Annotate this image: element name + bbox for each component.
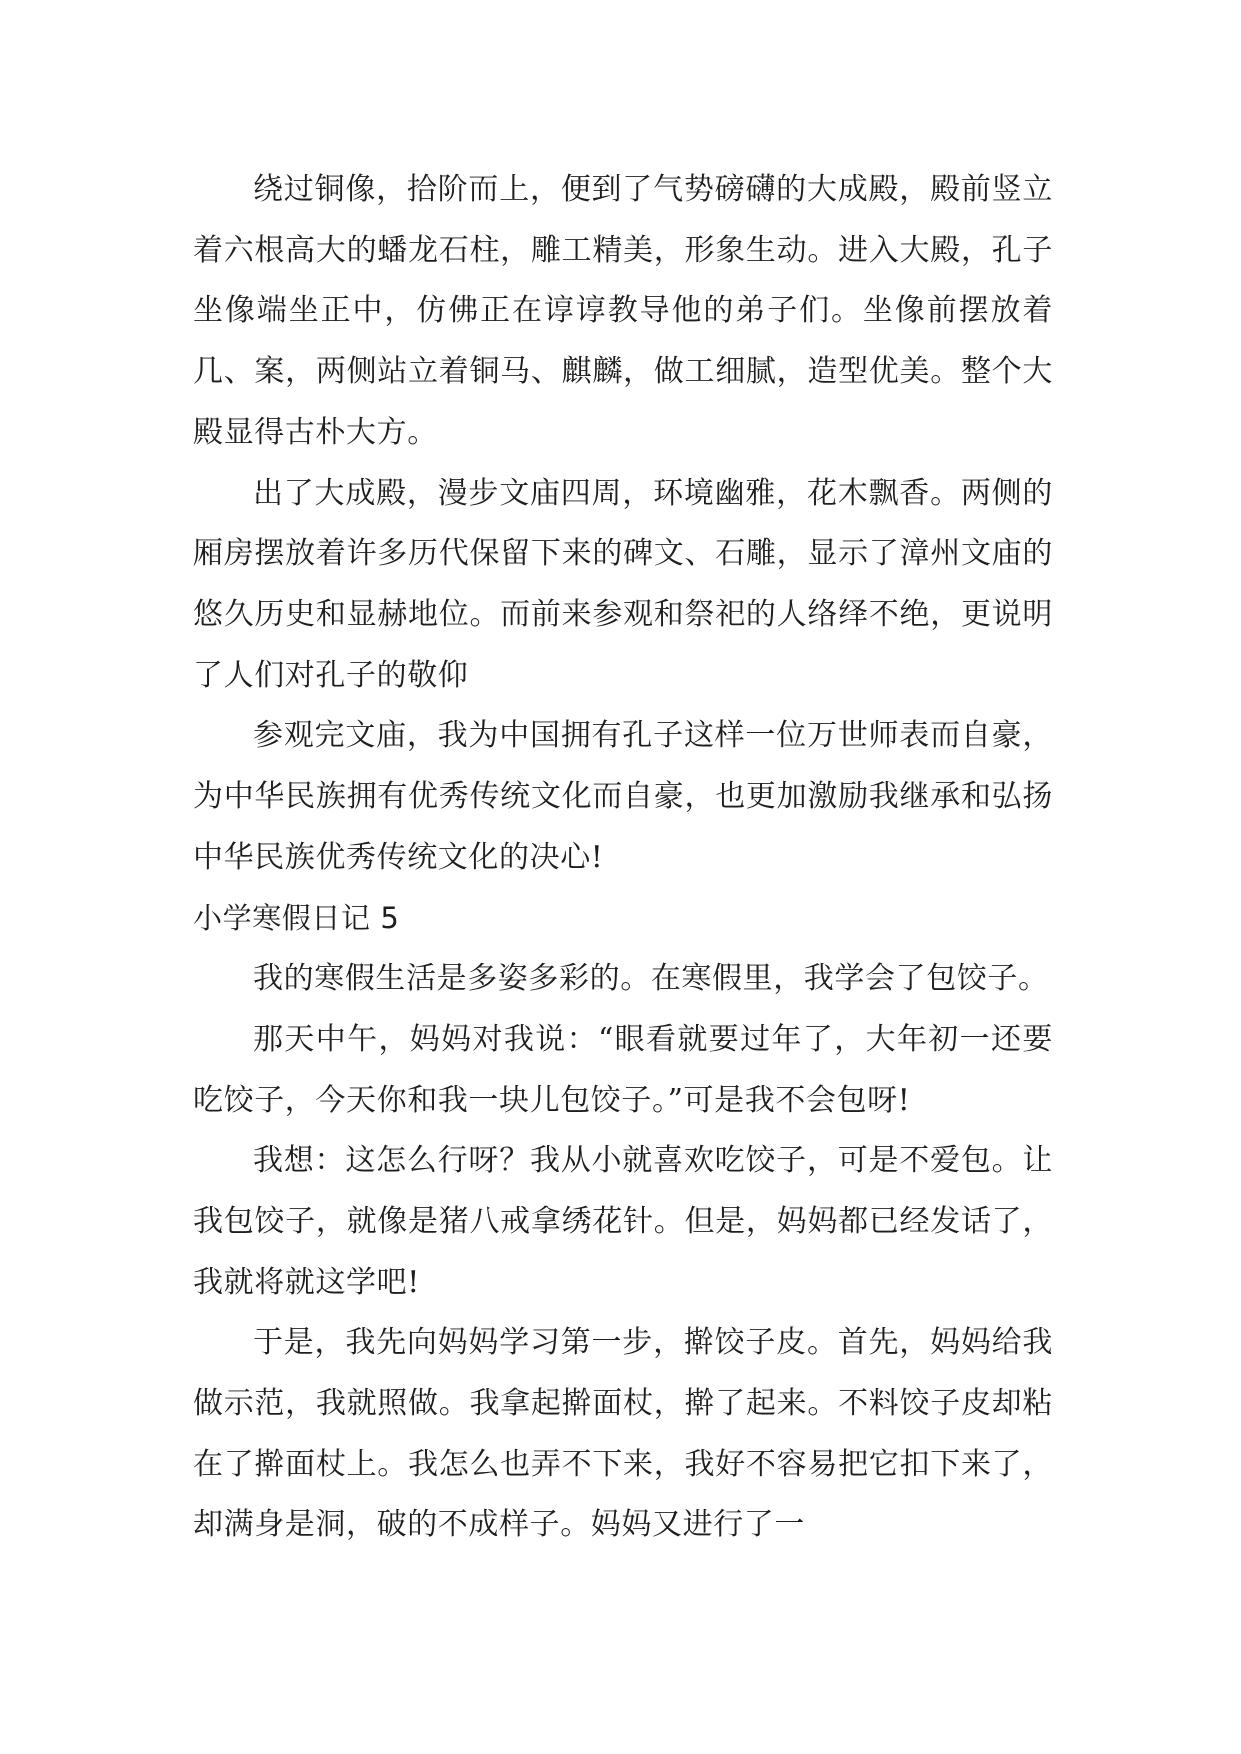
document-body (193, 160, 1053, 1556)
section-heading: 小学寒假日记 5 (193, 901, 400, 936)
paragraph-mother-speaks: 那天中午，妈妈对我说：“眼看就要过年了，大年初一还要吃饺子，今天你和我一块儿包饺子。”可是我不会包呀! (193, 1021, 1053, 1118)
paragraph-temple-conclusion: 参观完文庙，我为中国拥有孔子这样一位万世师表而自豪，为中华民族拥有优秀传统文化而自豪，也更加激励我继承和弘扬中华民族优秀传统文化的决心! (193, 718, 1053, 875)
paragraph-rolling-dough: 于是，我先向妈妈学习第一步，擀饺子皮。首先，妈妈给我做示范，我就照做。我拿起擀面杖，擀了起来。不料饺子皮却粘在了擀面杖上。我怎么也弄不下来，我好不容易把它扣下来了，却满身是洞，破的不成样子。妈妈又进行了一 (193, 1325, 1053, 1543)
paragraph-my-thoughts: 我想：这怎么行呀？我从小就喜欢吃饺子，可是不爱包。让我包饺子，就像是猪八戒拿绣花针。但是，妈妈都已经发话了，我就将就这学吧! (193, 1143, 1053, 1300)
paragraph-winter-break-intro: 我的寒假生活是多姿多彩的。在寒假里，我学会了包饺子。 (253, 961, 1049, 997)
paragraph-temple-surroundings: 出了大成殿，漫步文庙四周，环境幽雅，花木飘香。两侧的厢房摆放着许多历代保留下来的碑文、石雕，显示了漳州文庙的悠久历史和显赫地位。而前来参观和祭祀的人络绎不绝，更说明了人们对孔子的敬仰 (193, 475, 1053, 693)
paragraph-dacheng-hall: 绕过铜像，拾阶而上，便到了气势磅礴的大成殿，殿前竖立着六根高大的蟠龙石柱，雕工精美，形象生动。进入大殿，孔子坐像端坐正中，仿佛正在谆谆教导他的弟子们。坐像前摆放着几、案，两侧站立着铜马、麒麟，做工细腻，造型优美。整个大殿显得古朴大方。 (193, 172, 1053, 450)
